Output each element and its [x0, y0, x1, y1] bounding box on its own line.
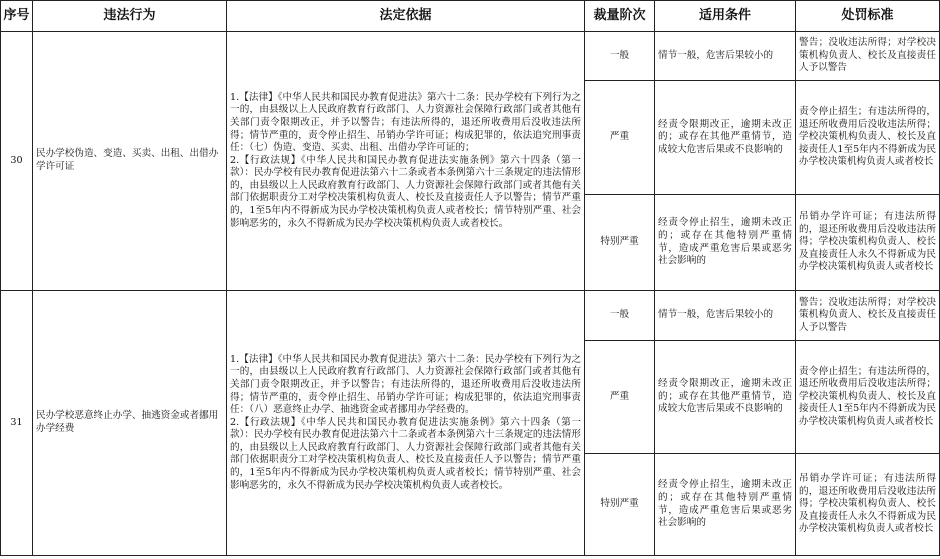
header-act: 违法行为 — [33, 1, 227, 32]
penalty-very-serious: 吊销办学许可证；有违法所得的，退还所收费用后没收违法所得；学校决策机构负责人、校长及直接责任人永久不得新成为民办学校决策机构负责人或者校长 — [796, 454, 940, 556]
penalty-general: 警告；没收违法所得；对学校决策机构负责人、校长及直接责任人予以警告 — [796, 291, 940, 341]
header-seq: 序号 — [1, 1, 33, 32]
condition-serious: 经责令限期改正，逾期未改正的；或存在其他严重情节，造成较大危害后果或不良影响的 — [655, 341, 796, 454]
row-legal-basis — [227, 291, 585, 556]
penalty-very-serious: 吊销办学许可证；有违法所得的，退还所收费用后没收违法所得；学校决策机构负责人、校长及直接责任人永久不得新成为民办学校决策机构负责人或者校长 — [796, 195, 940, 291]
condition-general: 情节一般，危害后果较小的 — [655, 291, 796, 341]
row-seq: 30 — [1, 32, 33, 291]
table-row — [1, 291, 940, 341]
level-general: 一般 — [585, 32, 655, 81]
legal-basis-regulation: 2.【行政法规】《中华人民共和国民办教育促进法实施条例》第六十四条（第一款）：民办学校有民办教育促进法第六十二条或者本条例第六十三条规定的违法情形的，由县级以上人民政府教育行政部门、人力资源社会保障行政部门或者其他有关部门依据职责分工对学校决策机构负责人、校长及直接责任人予以警告；情节严重的，1至5年内不得新成为民办学校决策机构负责人或者校长；情节特别严重、社会影响恶劣的，永久不得新成为民办学校决策机构负责人或者校长。 — [230, 416, 581, 491]
condition-very-serious: 经责令停止招生，逾期未改正的；或存在其他特别严重情节，造成严重危害后果或恶劣社会影响的 — [655, 195, 796, 291]
header-level: 裁量阶次 — [585, 1, 655, 32]
condition-very-serious: 经责令停止招生，逾期未改正的；或存在其他特别严重情节，造成严重危害后果或恶劣社会影响的 — [655, 454, 796, 556]
condition-serious: 经责令限期改正，逾期未改正的；或存在其他严重情节，造成较大危害后果或不良影响的 — [655, 81, 796, 195]
condition-general: 情节一般，危害后果较小的 — [655, 32, 796, 81]
legal-basis-law: 1.【法律】《中华人民共和国民办教育促进法》第六十二条：民办学校有下列行为之一的，由县级以上人民政府教育行政部门、人力资源社会保障行政部门或者其他有关部门责令限期改正，并予以警告；有违法所得的，退还所收费用后没收违法所得；情节严重的，责令停止招生、吊销办学许可证；构成犯罪的，依法追究刑事责任：（七）伪造、变造、买卖、出租、出借办学许可证的； — [230, 91, 581, 154]
penalty-general: 警告；没收违法所得；对学校决策机构负责人、校长及直接责任人予以警告 — [796, 32, 940, 81]
legal-basis-law: 1.【法律】《中华人民共和国民办教育促进法》第六十二条：民办学校有下列行为之一的，由县级以上人民政府教育行政部门、人力资源社会保障行政部门或者其他有关部门责令限期改正，并予以警告；有违法所得的，退还所收费用后没收违法所得；情节严重的，责令停止招生、吊销办学许可证；构成犯罪的，依法追究刑事责任：（八）恶意终止办学、抽逃资金或者挪用办学经费的。 — [230, 353, 581, 416]
table-row — [1, 32, 940, 81]
row-violation: 民办学校恶意终止办学、抽逃资金或者挪用办学经费 — [33, 291, 227, 556]
level-serious: 严重 — [585, 81, 655, 195]
penalty-serious: 责令停止招生；有违法所得的，退还所收费用后没收违法所得；学校决策机构负责人、校长及直接责任人1至5年内不得新成为民办学校决策机构负责人或者校长 — [796, 81, 940, 195]
level-very-serious: 特别严重 — [585, 454, 655, 556]
header-condition: 适用条件 — [655, 1, 796, 32]
level-very-serious: 特别严重 — [585, 195, 655, 291]
penalty-serious: 责令停止招生；有违法所得的，退还所收费用后没收违法所得；学校决策机构负责人、校长及直接责任人1至5年内不得新成为民办学校决策机构负责人或者校长 — [796, 341, 940, 454]
header-basis: 法定依据 — [227, 1, 585, 32]
row-violation: 民办学校伪造、变造、买卖、出租、出借办学许可证 — [33, 32, 227, 291]
row-seq: 31 — [1, 291, 33, 556]
header-penalty: 处罚标准 — [796, 1, 940, 32]
header-row — [1, 1, 940, 32]
level-general: 一般 — [585, 291, 655, 341]
legal-basis-regulation: 2.【行政法规】《中华人民共和国民办教育促进法实施条例》第六十四条（第一款）：民办学校有民办教育促进法第六十二条或者本条例第六十三条规定的违法情形的，由县级以上人民政府教育行政部门、人力资源社会保障行政部门或者其他有关部门依据职责分工对学校决策机构负责人、校长及直接责任人予以警告；情节严重的，1至5年内不得新成为民办学校决策机构负责人或者校长；情节特别严重、社会影响恶劣的，永久不得新成为民办学校决策机构负责人或者校长。 — [230, 154, 581, 229]
row-legal-basis — [227, 32, 585, 291]
level-serious: 严重 — [585, 341, 655, 454]
